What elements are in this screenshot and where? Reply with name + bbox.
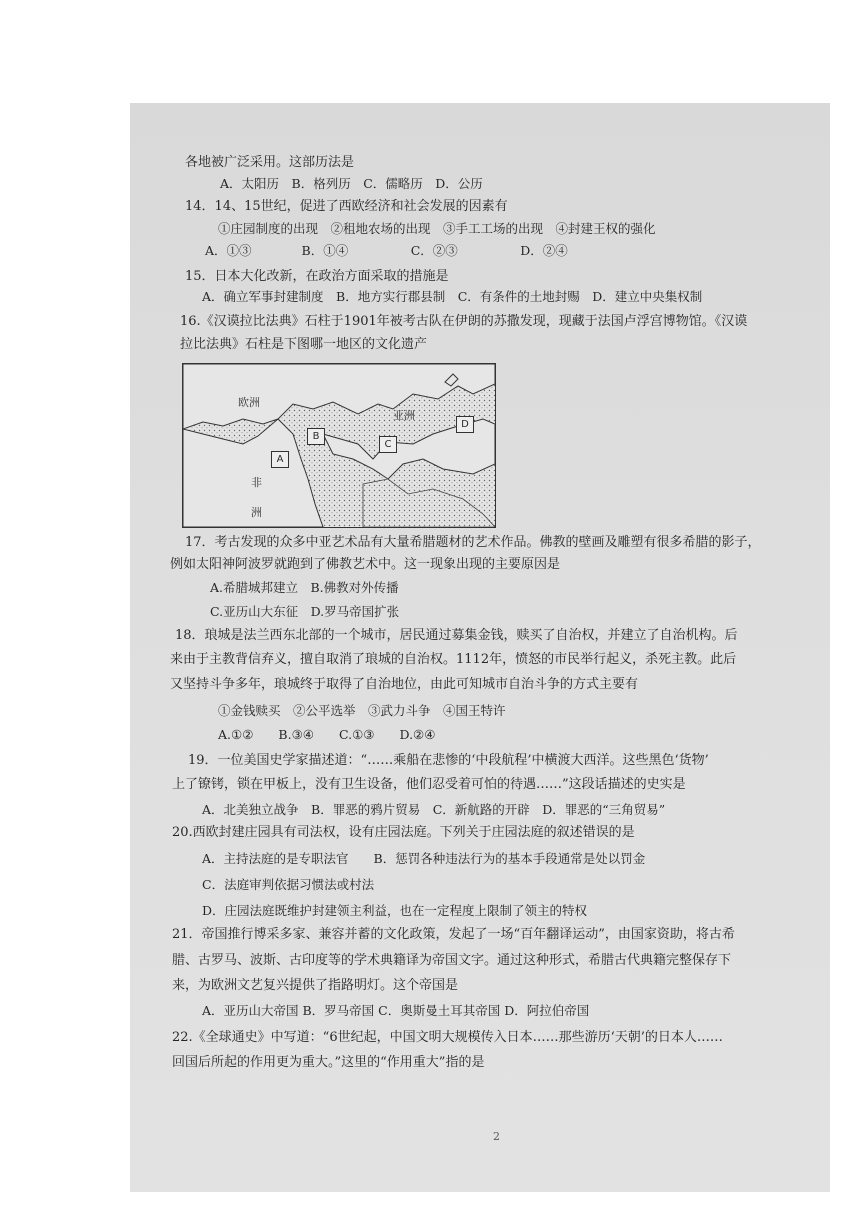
text-line: 各地被广泛采用。这部历法是 [185, 155, 355, 170]
text-line: A．太阳历 B．格列历 C．儒略历 D．公历 [220, 176, 483, 191]
text-line: 回国后所起的作用更为重大。”这里的“作用重大”指的是 [172, 1055, 485, 1070]
map-box-c: C [379, 436, 397, 453]
page-number: 2 [493, 1130, 500, 1143]
world-map-figure [182, 363, 496, 528]
text-line: 上了镣铐，锁在甲板上，没有卫生设备，他们忍受着可怕的待遇……”这段话描述的史实是 [172, 777, 686, 792]
text-line: 来，为欧洲文艺复兴提供了指路明灯。这个帝国是 [172, 978, 459, 993]
text-line: ①金钱赎买 ②公平选举 ③武力斗争 ④国王特许 [218, 703, 506, 718]
text-line: 20.西欧封建庄园具有司法权，设有庄园法庭。下列关于庄园法庭的叙述错误的是 [172, 825, 635, 840]
text-line: 例如太阳神阿波罗就跑到了佛教艺术中。这一现象出现的主要原因是 [170, 557, 561, 572]
map-label-europe: 欧洲 [238, 396, 260, 409]
text-line: 18．琅城是法兰西东北部的一个城市，居民通过募集金钱，赎买了自治权，并建立了自治机构。后 [175, 628, 738, 643]
text-line: C.亚历山大东征 D.罗马帝国扩张 [210, 604, 400, 619]
text-line: A.①② B.③④ C.①③ D.②④ [218, 727, 436, 742]
text-line: 腊、古罗马、波斯、古印度等的学术典籍译为帝国文字。通过这种形式，希腊古代典籍完整保存下 [172, 953, 732, 968]
text-line: 15．日本大化改新，在政治方面采取的措施是 [185, 269, 449, 284]
text-line: A．北美独立战争 B．罪恶的鸦片贸易 C．新航路的开辟 D．罪恶的“三角贸易” [202, 802, 666, 817]
text-line: 又坚持斗争多年，琅城终于取得了自治地位，由此可知城市自治斗争的方式主要有 [170, 677, 639, 692]
text-line: A．①③ B．①④ C．②③ D．②④ [205, 243, 568, 258]
text-line: 22.《全球通史》中写道：“6世纪起，中国文明大规模传入日本……那些游历‘天朝’的日本人…… [172, 1030, 723, 1045]
text-line: 16.《汉谟拉比法典》石柱于1901年被考古队在伊朗的苏撒发现，现藏于法国卢浮宫博物馆。《汉谟 [180, 314, 748, 329]
text-line: 14．14、15世纪，促进了西欧经济和社会发展的因素有 [185, 199, 508, 214]
map-label-africa-1: 非 [251, 476, 262, 489]
map-box-b: B [307, 428, 325, 445]
text-line: A．主持法庭的是专职法官 B．惩罚各种违法行为的基本手段通常是处以罚金 [202, 851, 646, 866]
text-line: A.希腊城邦建立 B.佛教对外传播 [210, 580, 399, 595]
text-line: 21．帝国推行博采多家、兼容并蓄的文化政策，发起了一场“百年翻译运动”，由国家资助，将古希 [172, 927, 735, 942]
map-box-a: A [271, 451, 289, 468]
text-line: 17．考古发现的众多中亚艺术品有大量希腊题材的艺术作品。佛教的壁画及雕塑有很多希腊的影子， [185, 535, 761, 550]
map-drawing [183, 364, 495, 527]
text-line: ①庄园制度的出现 ②租地农场的出现 ③手工工场的出现 ④封建王权的强化 [218, 221, 656, 236]
exam-page [130, 103, 830, 1192]
map-box-d: D [456, 416, 474, 433]
text-line: A．确立军事封建制度 B．地方实行郡县制 C．有条件的土地封赐 D．建立中央集权制 [202, 289, 703, 304]
text-line: 来由于主教背信弃义，擅自取消了琅城的自治权。1112年，愤怒的市民举行起义，杀死主教。此后 [170, 652, 737, 667]
text-line: 19．一位美国史学家描述道：“……乘船在悲惨的‘中段航程’中横渡大西洋。这些黑色‘货物’ [188, 753, 709, 768]
text-line: D．庄园法庭既维护封建领主利益，也在一定程度上限制了领主的特权 [202, 903, 588, 918]
text-line: C．法庭审判依据习惯法或村法 [202, 877, 375, 892]
text-line: 拉比法典》石柱是下图哪一地区的文化遗产 [180, 337, 428, 352]
map-label-asia: 亚洲 [393, 409, 415, 422]
map-label-africa-2: 洲 [251, 506, 262, 519]
text-line: A．亚历山大帝国 B．罗马帝国 C．奥斯曼土耳其帝国 D．阿拉伯帝国 [202, 1003, 590, 1018]
